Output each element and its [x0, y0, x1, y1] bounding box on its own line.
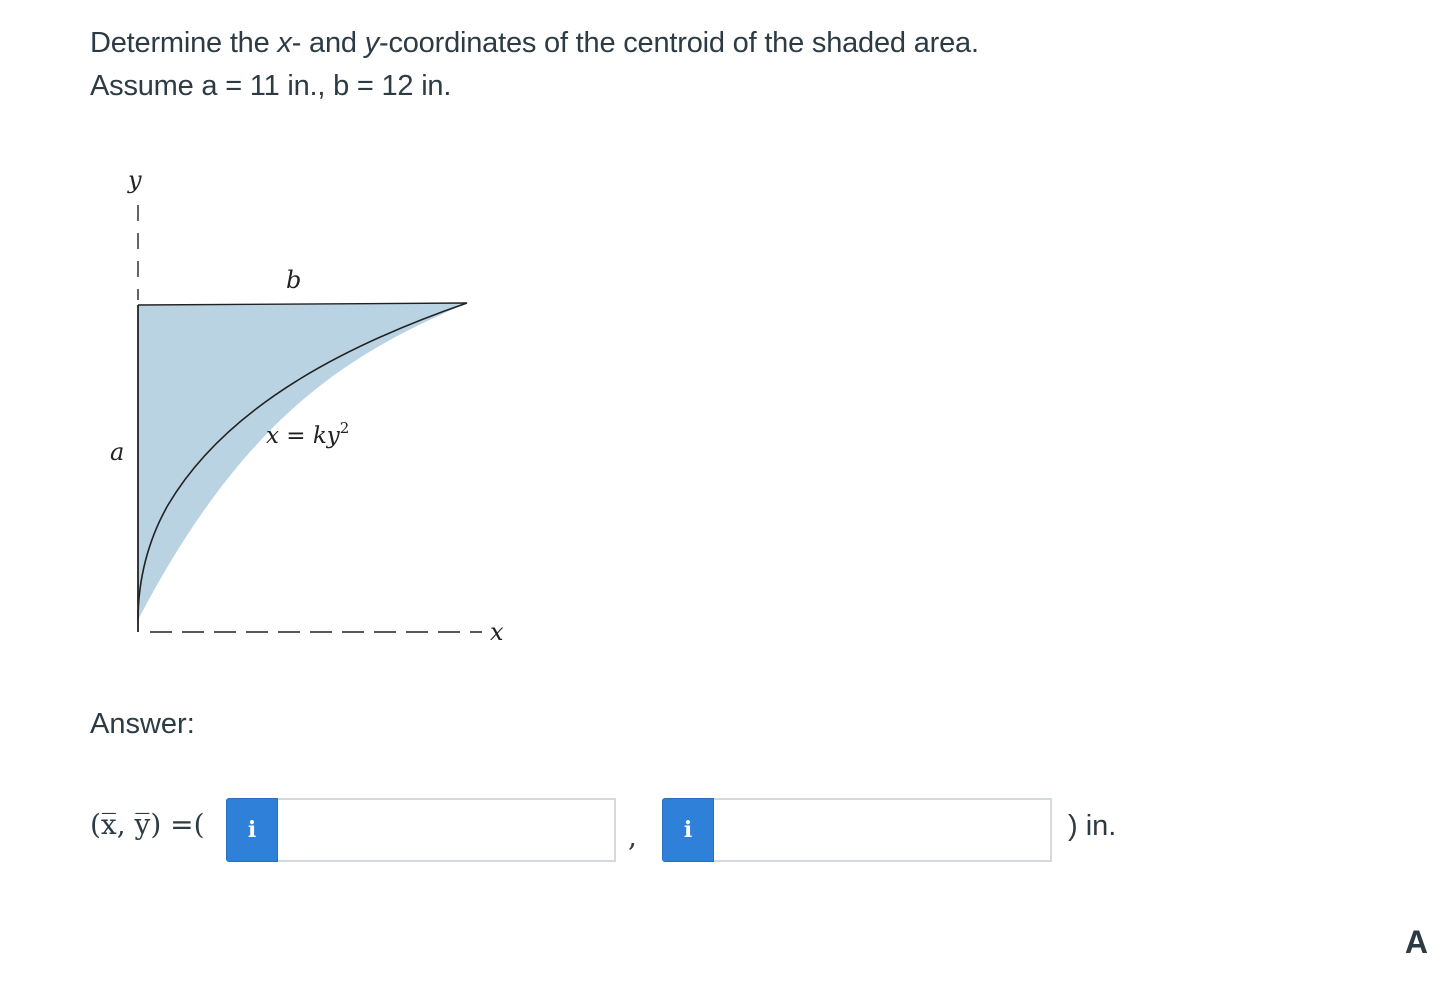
- equation-main: x = ky: [266, 423, 340, 449]
- x-info-button[interactable]: [226, 798, 278, 862]
- centroid-coordinate-label: (x̅, y̅) =(: [90, 808, 205, 841]
- y-axis-label: y: [128, 166, 142, 194]
- a-dimension-label: a: [110, 438, 125, 466]
- y-variable: y: [364, 27, 379, 59]
- x-axis-label: x: [490, 618, 504, 646]
- question-text: [90, 22, 979, 108]
- equation-exponent: 2: [339, 419, 350, 437]
- centroid-figure: [100, 160, 530, 660]
- corner-letter: A: [1404, 924, 1428, 960]
- coordinate-separator: ,: [628, 820, 637, 853]
- x-variable: x: [277, 27, 292, 59]
- answer-row: [90, 798, 1190, 864]
- info-icon: i: [683, 817, 693, 843]
- question-text-segment: -coordinates of the centroid of the shaded area.: [379, 27, 979, 59]
- question-line-1: [90, 22, 979, 65]
- answer-label: Answer:: [90, 708, 195, 740]
- y-centroid-input[interactable]: [714, 798, 1052, 862]
- unit-label: ) in.: [1068, 810, 1117, 842]
- curve-equation: [266, 419, 349, 449]
- b-dimension-label: b: [286, 266, 302, 294]
- x-centroid-input[interactable]: [278, 798, 616, 862]
- y-info-button[interactable]: [662, 798, 714, 862]
- question-line-2: Assume a = 11 in., b = 12 in.: [90, 70, 452, 102]
- question-text-segment: - and: [291, 27, 365, 59]
- info-icon: i: [247, 817, 257, 843]
- question-text-segment: Determine the: [90, 27, 278, 59]
- shaded-area: [138, 303, 467, 620]
